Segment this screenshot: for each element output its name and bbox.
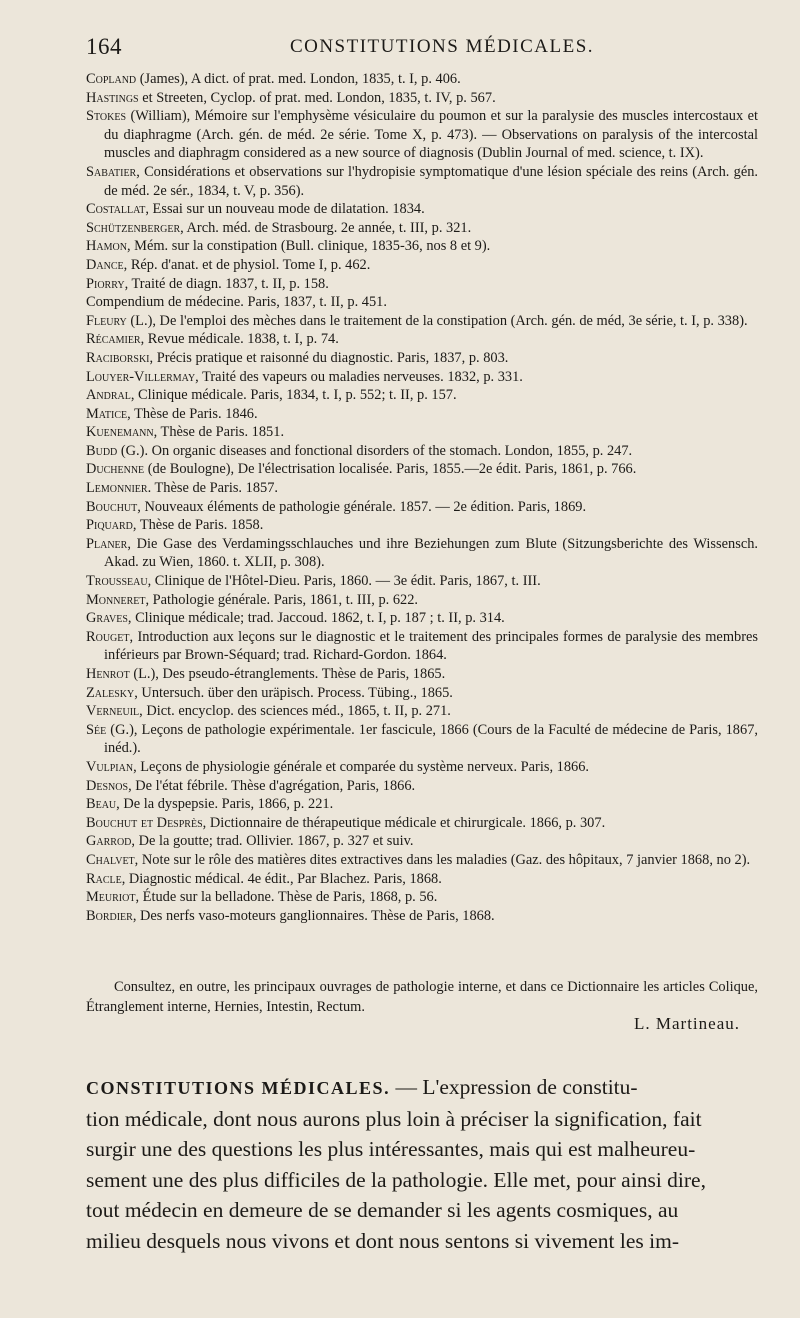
article-line-text: sement une des plus difficiles de la pathologie. Elle met, pour ainsi dire, (86, 1167, 706, 1192)
entry-text: (L.), Des pseudo-étranglements. Thèse de Paris, 1865. (129, 666, 446, 682)
entry-text: (L.), De l'emploi des mèches dans le traitement de la constipation (Arch. gén. de méd, 3e série, t. I, p. 338). (126, 312, 748, 329)
entry-author: Chalvet (86, 851, 135, 868)
article-line-text: tion médicale, dont nous aurons plus loin à préciser la signification, fait (86, 1106, 702, 1131)
article-line (86, 1104, 758, 1135)
entry-text: et Streeten, Cyclop. of prat. med. London, 1835, t. IV, p. 567. (138, 89, 496, 106)
entry-author: Bouchut (86, 498, 138, 515)
author-signature: L. Martineau. (634, 1014, 740, 1033)
entry-author: Matice (86, 405, 128, 422)
bibliography-entry (86, 293, 758, 312)
bibliography-entry (86, 572, 758, 591)
entry-text: , Arch. méd. de Strasbourg. 2e année, t. III, p. 321. (180, 219, 472, 236)
entry-text: , Étude sur la belladone. Thèse de Paris, 1868, p. 56. (135, 889, 438, 906)
entry-author: Costallat (86, 201, 146, 218)
entry-author: Racle (86, 870, 122, 887)
bibliography-entry (86, 442, 758, 461)
entry-author: Schützenberger (86, 219, 181, 236)
bibliography-entry (86, 219, 758, 238)
page-number: 164 (86, 34, 122, 59)
entry-text: , Clinique médicale; trad. Jaccoud. 1862, t. I, p. 187 ; t. II, p. 314. (127, 610, 505, 627)
bibliography-entry (86, 702, 758, 721)
entry-text: , Considérations et observations sur l'hydropisie symptomatique d'une lésion spéciale des reins (Arch. gén. de méd. 2e sér., 1834, t. V, p. 356). (104, 163, 758, 199)
entry-author: Trousseau (86, 573, 148, 590)
entry-author: Bouchut et Desprès (86, 814, 203, 831)
running-head: CONSTITUTIONS MÉDICALES. (289, 36, 595, 57)
entry-text: , Untersuch. über den uräpisch. Process. Tübing., 1865. (134, 684, 453, 701)
entry-text: , Pathologie générale. Paris, 1861, t. III, p. 622. (145, 591, 419, 608)
entry-author: Raciborski (86, 349, 150, 366)
entry-text: , Dictionnaire de thérapeutique médicale et chirurgicale. 1866, p. 307. (202, 814, 606, 831)
entry-author: Hamon (86, 238, 127, 255)
entry-text: (de Boulogne), De l'électrisation localisée. Paris, 1855.—2e édit. Paris, 1861, p. 766. (144, 461, 637, 478)
entry-author: Budd (86, 442, 118, 459)
entry-author: Desnos (86, 777, 129, 794)
entry-author: Planer (86, 535, 128, 552)
entry-text: , Revue médicale. 1838, t. I, p. 74. (140, 331, 339, 348)
bibliography-entry (86, 163, 758, 200)
bibliography-entry (86, 107, 758, 163)
entry-text: , Rép. d'anat. et de physiol. Tome I, p. 462. (123, 256, 371, 273)
entry-author: Louyer-Villermay (86, 368, 196, 385)
entry-author: Meuriot (86, 889, 136, 906)
entry-author: Dance (86, 256, 124, 273)
entry-author: Sabatier (86, 163, 137, 180)
bibliography-entry (86, 498, 758, 517)
bibliography-entry (86, 312, 758, 331)
bibliography-entry (86, 535, 758, 572)
entry-text: , Des nerfs vaso-moteurs ganglionnaires. Thèse de Paris, 1868. (132, 907, 495, 924)
article-line-text: — L'expression de constitu- (390, 1075, 638, 1099)
bibliography-entry (86, 814, 758, 833)
bibliography-entry (86, 237, 758, 256)
bibliography-entry (86, 460, 758, 479)
article-line (86, 1134, 758, 1165)
entry-text: , Mém. sur la constipation (Bull. clinique, 1835-36, nos 8 et 9). (126, 238, 491, 255)
entry-author: Henrot (86, 666, 130, 682)
entry-text: , Nouveaux éléments de pathologie générale. 1857. — 2e édition. Paris, 1869. (137, 498, 587, 515)
bibliography-entry (86, 907, 758, 926)
article-line (86, 1165, 758, 1196)
entry-author: Lemonnier (86, 480, 148, 497)
bibliography-entry (86, 665, 758, 684)
article-line-text: surgir une des questions les plus intéressantes, mais qui est malheureu- (86, 1137, 696, 1161)
bibliography-entry (86, 256, 758, 275)
article-line (86, 1072, 758, 1104)
entry-text: , Die Gase des Verdamingsschlauches und ihre Beziehungen zum Blute (Sitzungsberichte des Wissensch. Akad. zu Wien, 1860. t. XLII, p. 308). (104, 535, 758, 571)
entry-text: , Thèse de Paris. 1846. (127, 405, 258, 422)
entry-text: , Essai sur un nouveau mode de dilatation. 1834. (145, 201, 425, 218)
entry-author: Sée (86, 721, 107, 738)
entry-author: Rouget (86, 628, 130, 645)
entry-text: (G.). On organic diseases and fonctional disorders of the stomach. London, 1855, p. 247. (117, 442, 633, 459)
entry-author: Verneuil (86, 703, 140, 720)
entry-text: , Diagnostic médical. 4e édit., Par Blachez. Paris, 1868. (121, 870, 442, 887)
entry-text: , Dict. encyclop. des sciences méd., 1865, t. II, p. 271. (139, 703, 451, 720)
entry-text: , Leçons de physiologie générale et comparée du système nerveux. Paris, 1866. (133, 758, 590, 775)
entry-author: Monneret (86, 591, 146, 608)
article-body (86, 1072, 758, 1256)
bibliography-entry (86, 423, 758, 442)
bibliography-entry (86, 758, 758, 777)
entry-author: Bordier (86, 907, 133, 924)
entry-author: Piquard (86, 517, 133, 534)
article-line (86, 1195, 758, 1226)
entry-author: Copland (86, 71, 137, 87)
entry-author: Kuenemann (86, 424, 154, 441)
entry-author: Duchenne (86, 461, 145, 478)
entry-author: Zalesky (86, 684, 135, 701)
bibliography-entry (86, 888, 758, 907)
entry-text: , Clinique de l'Hôtel-Dieu. Paris, 1860. — 3e édit. Paris, 1867, t. III. (147, 573, 541, 590)
bibliography-entry (86, 591, 758, 610)
bibliography-entry (86, 851, 758, 870)
entry-text: , De la dyspepsie. Paris, 1866, p. 221. (116, 796, 334, 813)
entry-text: , Traité des vapeurs ou maladies nerveuses. 1832, p. 331. (195, 368, 523, 385)
bibliography-entry (86, 330, 758, 349)
bibliography-entry (86, 684, 758, 703)
consultez-paragraph: Consultez, en outre, les principaux ouvrages de pathologie interne, et dans ce Dictionnaire les articles Colique, Étranglement interne, Hernies, Intestin, Rectum. (86, 979, 758, 1016)
bibliography-entry (86, 777, 758, 796)
entry-text: , De l'état fébrile. Thèse d'agrégation, Paris, 1866. (128, 777, 416, 794)
entry-author: Graves (86, 610, 128, 627)
bibliography-entry (86, 479, 758, 498)
article-line-text: tout médecin en demeure de se demander si les agents cosmiques, au (86, 1198, 679, 1222)
bibliography-entry (86, 200, 758, 219)
bibliography-entry (86, 721, 758, 758)
entry-text: , Thèse de Paris. 1851. (153, 424, 285, 441)
article-heading: CONSTITUTIONS MÉDICALES. (86, 1078, 391, 1098)
bibliography-entry (86, 405, 758, 424)
bibliography-entry (86, 832, 758, 851)
entry-text: Compendium de médecine. Paris, 1837, t. II, p. 451. (86, 294, 387, 311)
entry-author: Stokes (86, 108, 127, 125)
bibliography-entry (86, 795, 758, 814)
entry-text: , Traité de diagn. 1837, t. II, p. 158. (124, 275, 329, 292)
entry-text: , De la goutte; trad. Ollivier. 1867, p. 327 et suiv. (131, 833, 414, 850)
bibliography-entry (86, 516, 758, 535)
bibliography-entry (86, 628, 758, 665)
bibliography-entry (86, 70, 758, 89)
entry-text: , Précis pratique et raisonné du diagnostic. Paris, 1837, p. 803. (149, 349, 509, 366)
bibliography-entry (86, 609, 758, 628)
entry-text: , Thèse de Paris. 1858. (132, 517, 264, 534)
entry-author: Garrod (86, 833, 132, 850)
bibliography-entry (86, 368, 758, 387)
article-line-text: milieu desquels nous vivons et dont nous sentons si vivement les im- (86, 1228, 680, 1253)
entry-author: Andral (86, 387, 131, 404)
entry-author: Beau (86, 796, 117, 813)
entry-text: . Thèse de Paris. 1857. (147, 480, 279, 497)
bibliography-entry (86, 275, 758, 294)
bibliography-list (86, 70, 758, 925)
entry-text: , Introduction aux leçons sur le diagnostic et le traitement des principales formes de paralysie des membres inférieurs par Brown-Séquard; trad. Richard-Gordon. 1864. (104, 628, 758, 664)
page-header (86, 34, 758, 64)
entry-text: , Note sur le rôle des matières dites extractives dans les maladies (Gaz. des hôpitaux, 7 janvier 1868, no 2). (134, 851, 751, 868)
entry-author: Piorry (86, 275, 125, 292)
article-line (86, 1226, 758, 1257)
entry-author: Hastings (86, 89, 139, 106)
entry-text: (G.), Leçons de pathologie expérimentale. 1er fascicule, 1866 (Cours de la Faculté de médecine de Paris, 1867, inéd.). (104, 721, 758, 757)
entry-text: (James), A dict. of prat. med. London, 1835, t. I, p. 406. (136, 71, 461, 87)
bibliography-entry (86, 870, 758, 889)
bibliography-entry (86, 89, 758, 108)
bibliography-entry (86, 386, 758, 405)
entry-text: , Clinique médicale. Paris, 1834, t. I, p. 552; t. II, p. 157. (130, 387, 457, 404)
bibliography-entry (86, 349, 758, 368)
entry-text: (William), Mémoire sur l'emphysème vésiculaire du poumon et sur la paralysie des muscles intercostaux et du diaphragme (Arch. gén. de méd. 2e série. Tome X, p. 473). — Observations on paralysis of the intercostal muscles and diaphragm considered as a new source of diagnosis (Dublin Journal of med. science, t. IX). (104, 108, 758, 162)
entry-author: Récamier (86, 331, 141, 348)
entry-author: Vulpian (86, 758, 134, 775)
entry-author: Fleury (86, 312, 127, 329)
